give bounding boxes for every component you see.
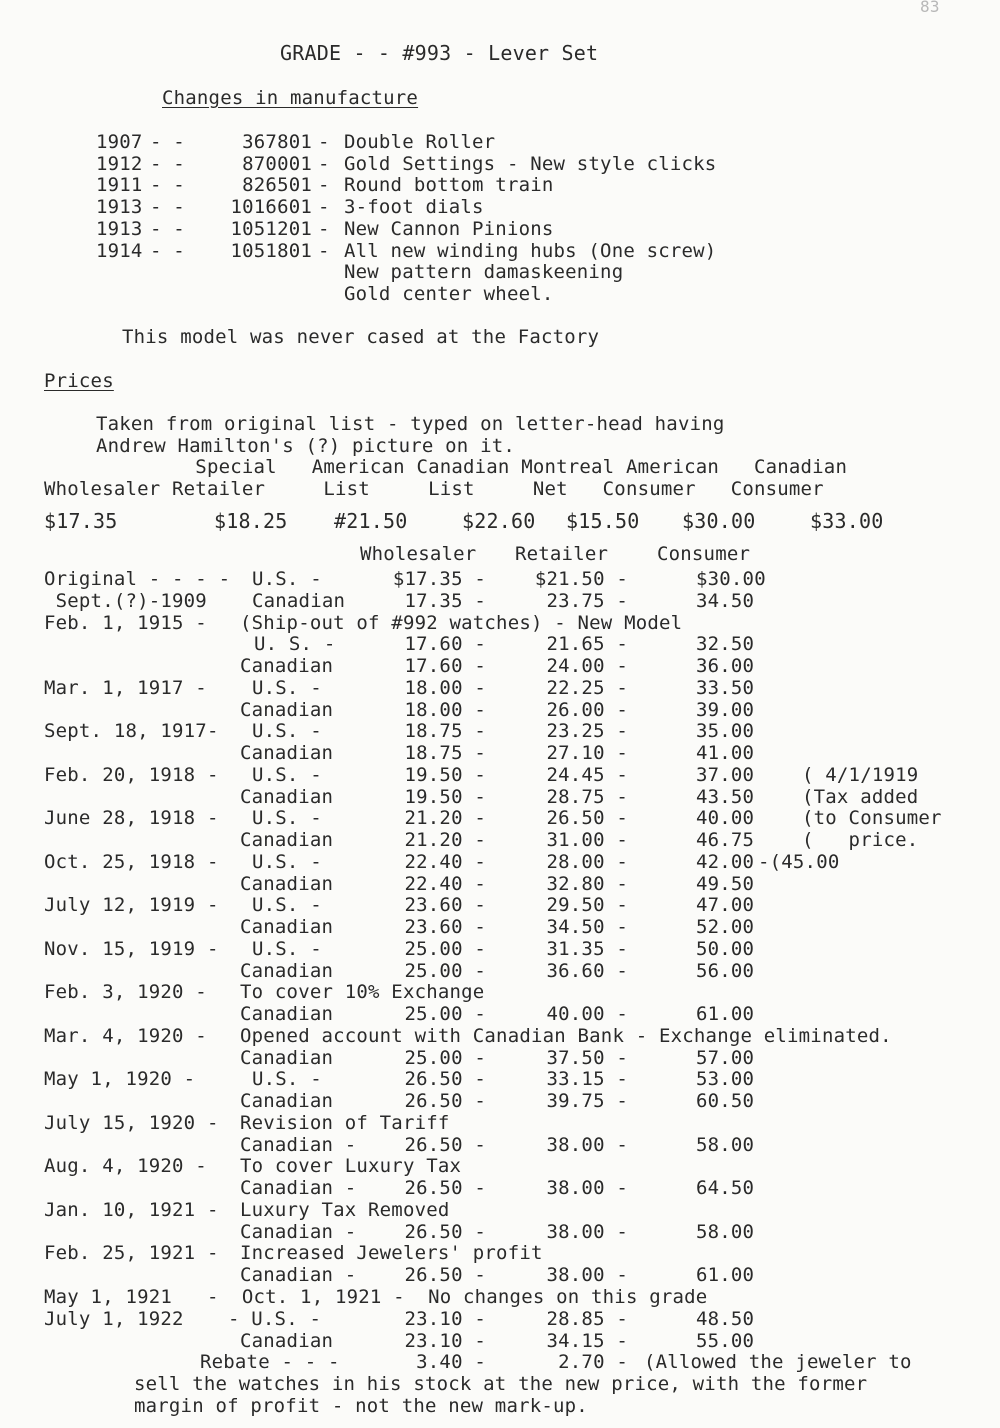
row-retailer: 32.80 - <box>546 872 628 895</box>
row-consumer: 43.50 <box>696 785 755 808</box>
row-retailer: 28.85 - <box>546 1307 628 1330</box>
row-retailer: 36.60 - <box>546 959 628 982</box>
change-dashes: - - <box>150 239 185 262</box>
change-year: 1913 <box>96 196 143 219</box>
row-date: Feb. 20, 1918 - <box>44 763 219 786</box>
row-retailer: 26.00 - <box>546 698 628 721</box>
row-retailer: 23.25 - <box>546 720 628 743</box>
row-label: - U.S. - <box>228 1307 322 1330</box>
intro-line-1: Taken from original list - typed on letter-head having <box>96 413 725 435</box>
changes-heading: Changes in manufacture <box>162 87 419 109</box>
row-label: U.S. - <box>252 894 322 917</box>
row-label: U.S. - <box>252 937 322 960</box>
row-retailer: 24.45 - <box>546 763 628 786</box>
row-consumer: 36.00 <box>696 655 755 677</box>
change-separator: - <box>318 152 330 175</box>
change-year: 1907 <box>96 131 143 153</box>
row-wholesaler: 22.40 - <box>404 850 486 873</box>
row-label: U.S. - <box>252 763 322 786</box>
original-price-value: $22.60 <box>462 509 536 533</box>
row-label: Canadian <box>240 829 334 851</box>
change-year: 1911 <box>96 174 143 197</box>
row-retailer: 37.50 - <box>546 1046 628 1069</box>
row-retailer: 22.25 - <box>546 676 628 699</box>
row-label: Canadian <box>240 742 334 764</box>
row-wholesaler: 26.50 - <box>404 1068 486 1091</box>
row-consumer: 33.50 <box>696 676 755 699</box>
row-label: Opened account with Canadian Bank - Exchange eliminated. <box>240 1024 892 1047</box>
change-description: All new winding hubs (One screw) <box>344 239 717 262</box>
row-wholesaler: 25.00 - <box>404 937 486 960</box>
row-consumer: 46.75 <box>696 829 755 851</box>
change-dashes: - - <box>150 217 185 240</box>
row-label: To cover Luxury Tax <box>240 1155 462 1178</box>
row-date: Jan. 10, 1921 - <box>44 1198 219 1221</box>
row-wholesaler: 25.00 - <box>404 959 486 982</box>
row-label: (Ship-out of #992 watches) - New Model <box>240 611 683 634</box>
row-wholesaler: 17.60 - <box>404 633 486 656</box>
row-date: Mar. 1, 1917 - <box>44 676 207 699</box>
row-label: U. S. - <box>254 633 336 656</box>
row-wholesaler: 26.50 - <box>404 1264 486 1286</box>
change-description: New Cannon Pinions <box>344 217 554 240</box>
row-date: July 15, 1920 - <box>44 1111 219 1134</box>
row-label: U.S. - <box>252 850 322 873</box>
row-date: Mar. 4, 1920 - <box>44 1024 207 1047</box>
rebate-note: (Allowed the jeweler to <box>644 1351 912 1374</box>
change-serial: 1016601 <box>230 196 312 219</box>
page-title: GRADE - - #993 - Lever Set <box>280 41 599 65</box>
row-label: U.S. - <box>252 676 322 699</box>
row-retailer: 39.75 - <box>546 1090 628 1112</box>
change-serial: 1051801 <box>230 239 312 262</box>
original-price-value: #21.50 <box>334 509 408 533</box>
row-date: Sept.(?)-1909 <box>44 589 207 612</box>
row-retailer: 38.00 - <box>546 1177 628 1199</box>
row-date: Oct. 25, 1918 - <box>44 850 219 873</box>
change-description: Gold Settings - New style clicks <box>344 152 717 175</box>
row-wholesaler: 19.50 - <box>404 763 486 786</box>
rebate-note-cont: margin of profit - not the new mark-up. <box>134 1395 588 1418</box>
row-date: Sept. 18, 1917- <box>44 720 219 743</box>
row-retailer: 31.35 - <box>546 937 628 960</box>
row-date: June 28, 1918 - <box>44 807 219 830</box>
row-date: Feb. 25, 1921 - <box>44 1242 219 1265</box>
row-label: U.S. - <box>252 1068 322 1091</box>
row-label: Increased Jewelers' profit <box>240 1242 543 1265</box>
original-list-headers-2: Wholesaler Retailer List List Net Consumer Consumer <box>44 478 824 500</box>
row-consumer: 35.00 <box>696 720 755 743</box>
row-retailer: 21.65 - <box>546 633 628 656</box>
side-note: (to Consumer <box>802 807 942 830</box>
rebate-retailer: 2.70 - <box>558 1351 628 1374</box>
change-separator: - <box>318 131 330 153</box>
row-label: U.S. - <box>252 720 322 743</box>
row-label: U.S. - <box>252 568 322 590</box>
row-wholesaler: 17.35 - <box>404 589 486 612</box>
row-consumer: 52.00 <box>696 916 755 938</box>
row-consumer: 47.00 <box>696 894 755 917</box>
row-consumer: 58.00 <box>696 1133 755 1156</box>
row-date: Aug. 4, 1920 - <box>44 1155 207 1178</box>
change-description-cont: New pattern damaskeening <box>344 261 624 283</box>
row-wholesaler: 26.50 - <box>404 1090 486 1112</box>
row-wholesaler: 17.60 - <box>404 655 486 677</box>
row-label: Canadian - <box>240 1177 357 1199</box>
case-note: This model was never cased at the Factory <box>122 326 600 348</box>
row-wholesaler: 21.20 - <box>404 829 486 851</box>
side-note: ( price. <box>802 829 919 851</box>
row-consumer: 58.00 <box>696 1220 755 1243</box>
change-dashes: - - <box>150 174 185 197</box>
row-consumer: 32.50 <box>696 633 755 656</box>
row-retailer: 38.00 - <box>546 1133 628 1156</box>
row-consumer: 50.00 <box>696 937 755 960</box>
row-wholesaler: $17.35 - <box>392 568 486 590</box>
row-label: Canadian <box>240 1003 334 1025</box>
change-serial: 367801 <box>242 131 312 153</box>
row-consumer: 55.00 <box>696 1329 755 1352</box>
row-date: May 1, 1920 - <box>44 1068 196 1091</box>
original-price-value: $30.00 <box>682 509 756 533</box>
row-consumer: 57.00 <box>696 1046 755 1069</box>
row-retailer: 34.15 - <box>546 1329 628 1352</box>
row-label: Canadian - <box>240 1133 357 1156</box>
row-consumer: 48.50 <box>696 1307 755 1330</box>
row-label: To cover 10% Exchange <box>240 981 485 1004</box>
row-consumer: $30.00 <box>696 568 766 590</box>
intro-line-2: Andrew Hamilton's (?) picture on it. <box>96 435 516 457</box>
change-serial: 1051201 <box>230 217 312 240</box>
change-description: 3-foot dials <box>344 196 484 219</box>
change-description-cont: Gold center wheel. <box>344 282 554 305</box>
side-note: -(45.00 <box>758 850 840 873</box>
change-serial: 870001 <box>242 152 312 175</box>
change-year: 1912 <box>96 152 143 175</box>
row-retailer: 28.00 - <box>546 850 628 873</box>
change-serial: 826501 <box>242 174 312 197</box>
row-wholesaler: 23.60 - <box>404 916 486 938</box>
row-label: Canadian <box>240 785 334 808</box>
rebate-wholesaler: 3.40 - <box>416 1351 486 1374</box>
row-wholesaler: 26.50 - <box>404 1133 486 1156</box>
row-wholesaler: 26.50 - <box>404 1220 486 1243</box>
change-year: 1913 <box>96 217 143 240</box>
side-note: (Tax added <box>802 785 919 808</box>
row-wholesaler: 23.10 - <box>404 1307 486 1330</box>
rebate-label: Rebate - - - <box>200 1351 340 1374</box>
rebate-note-cont: sell the watches in his stock at the new price, with the former <box>134 1373 868 1396</box>
row-retailer: 34.50 - <box>546 916 628 938</box>
table-header: Consumer <box>657 543 751 565</box>
original-price-value: $18.25 <box>214 509 288 533</box>
row-label: Canadian <box>240 1090 334 1112</box>
row-wholesaler: 22.40 - <box>404 872 486 895</box>
row-label: Canadian <box>240 1046 334 1069</box>
row-consumer: 49.50 <box>696 872 755 895</box>
row-wholesaler: 18.75 - <box>404 742 486 764</box>
row-label: Canadian <box>240 655 334 677</box>
row-retailer: 33.15 - <box>546 1068 628 1091</box>
row-label: Revision of Tariff <box>240 1111 450 1134</box>
row-label: Canadian <box>240 698 334 721</box>
row-date: Original - - - - <box>44 568 231 590</box>
row-retailer: 27.10 - <box>546 742 628 764</box>
row-retailer: 40.00 - <box>546 1003 628 1025</box>
row-consumer: 39.00 <box>696 698 755 721</box>
change-separator: - <box>318 196 330 219</box>
row-wholesaler: 25.00 - <box>404 1003 486 1025</box>
change-separator: - <box>318 217 330 240</box>
change-dashes: - - <box>150 131 185 153</box>
row-retailer: 23.75 - <box>546 589 628 612</box>
no-change-line: May 1, 1921 - Oct. 1, 1921 - No changes on this grade <box>44 1285 708 1308</box>
row-label: Canadian <box>240 1329 334 1352</box>
row-consumer: 42.00 <box>696 850 755 873</box>
row-retailer: 38.00 - <box>546 1264 628 1286</box>
row-consumer: 41.00 <box>696 742 755 764</box>
row-consumer: 53.00 <box>696 1068 755 1091</box>
original-price-value: $33.00 <box>810 509 884 533</box>
change-year: 1914 <box>96 239 143 262</box>
row-retailer: 26.50 - <box>546 807 628 830</box>
row-label: Canadian - <box>240 1220 357 1243</box>
row-wholesaler: 19.50 - <box>404 785 486 808</box>
table-header: Retailer <box>515 543 609 565</box>
row-consumer: 34.50 <box>696 589 755 612</box>
row-date: July 1, 1922 <box>44 1307 184 1330</box>
row-retailer: 24.00 - <box>546 655 628 677</box>
original-list-headers-1: Special American Canadian Montreal American Canadian <box>44 456 848 478</box>
original-price-value: $15.50 <box>566 509 640 533</box>
row-date: Nov. 15, 1919 - <box>44 937 219 960</box>
row-date: Feb. 1, 1915 - <box>44 611 207 634</box>
row-date: Feb. 3, 1920 - <box>44 981 207 1004</box>
row-label: Canadian <box>240 959 334 982</box>
change-separator: - <box>318 239 330 262</box>
row-consumer: 60.50 <box>696 1090 755 1112</box>
original-price-value: $17.35 <box>44 509 118 533</box>
row-wholesaler: 23.60 - <box>404 894 486 917</box>
row-wholesaler: 25.00 - <box>404 1046 486 1069</box>
change-description: Round bottom train <box>344 174 554 197</box>
row-retailer: 29.50 - <box>546 894 628 917</box>
row-consumer: 61.00 <box>696 1264 755 1286</box>
row-retailer: 38.00 - <box>546 1220 628 1243</box>
change-dashes: - - <box>150 152 185 175</box>
page-number-mark: 83 <box>920 0 940 16</box>
side-note: ( 4/1/1919 <box>802 763 919 786</box>
change-description: Double Roller <box>344 131 496 153</box>
row-consumer: 40.00 <box>696 807 755 830</box>
row-consumer: 61.00 <box>696 1003 755 1025</box>
row-wholesaler: 18.00 - <box>404 676 486 699</box>
change-separator: - <box>318 174 330 197</box>
row-label: Luxury Tax Removed <box>240 1198 450 1221</box>
row-label: Canadian <box>240 872 334 895</box>
row-label: Canadian <box>240 916 334 938</box>
row-consumer: 37.00 <box>696 763 755 786</box>
prices-heading: Prices <box>44 370 114 392</box>
row-wholesaler: 23.10 - <box>404 1329 486 1352</box>
row-date: July 12, 1919 - <box>44 894 219 917</box>
row-label: U.S. - <box>252 807 322 830</box>
row-retailer: 28.75 - <box>546 785 628 808</box>
row-wholesaler: 18.00 - <box>404 698 486 721</box>
row-consumer: 56.00 <box>696 959 755 982</box>
row-retailer: 31.00 - <box>546 829 628 851</box>
change-dashes: - - <box>150 196 185 219</box>
row-wholesaler: 18.75 - <box>404 720 486 743</box>
row-consumer: 64.50 <box>696 1177 755 1199</box>
row-wholesaler: 26.50 - <box>404 1177 486 1199</box>
row-retailer: $21.50 - <box>534 568 628 590</box>
row-wholesaler: 21.20 - <box>404 807 486 830</box>
row-label: Canadian - <box>240 1264 357 1286</box>
table-header: Wholesaler <box>360 543 477 565</box>
row-label: Canadian <box>252 589 346 612</box>
